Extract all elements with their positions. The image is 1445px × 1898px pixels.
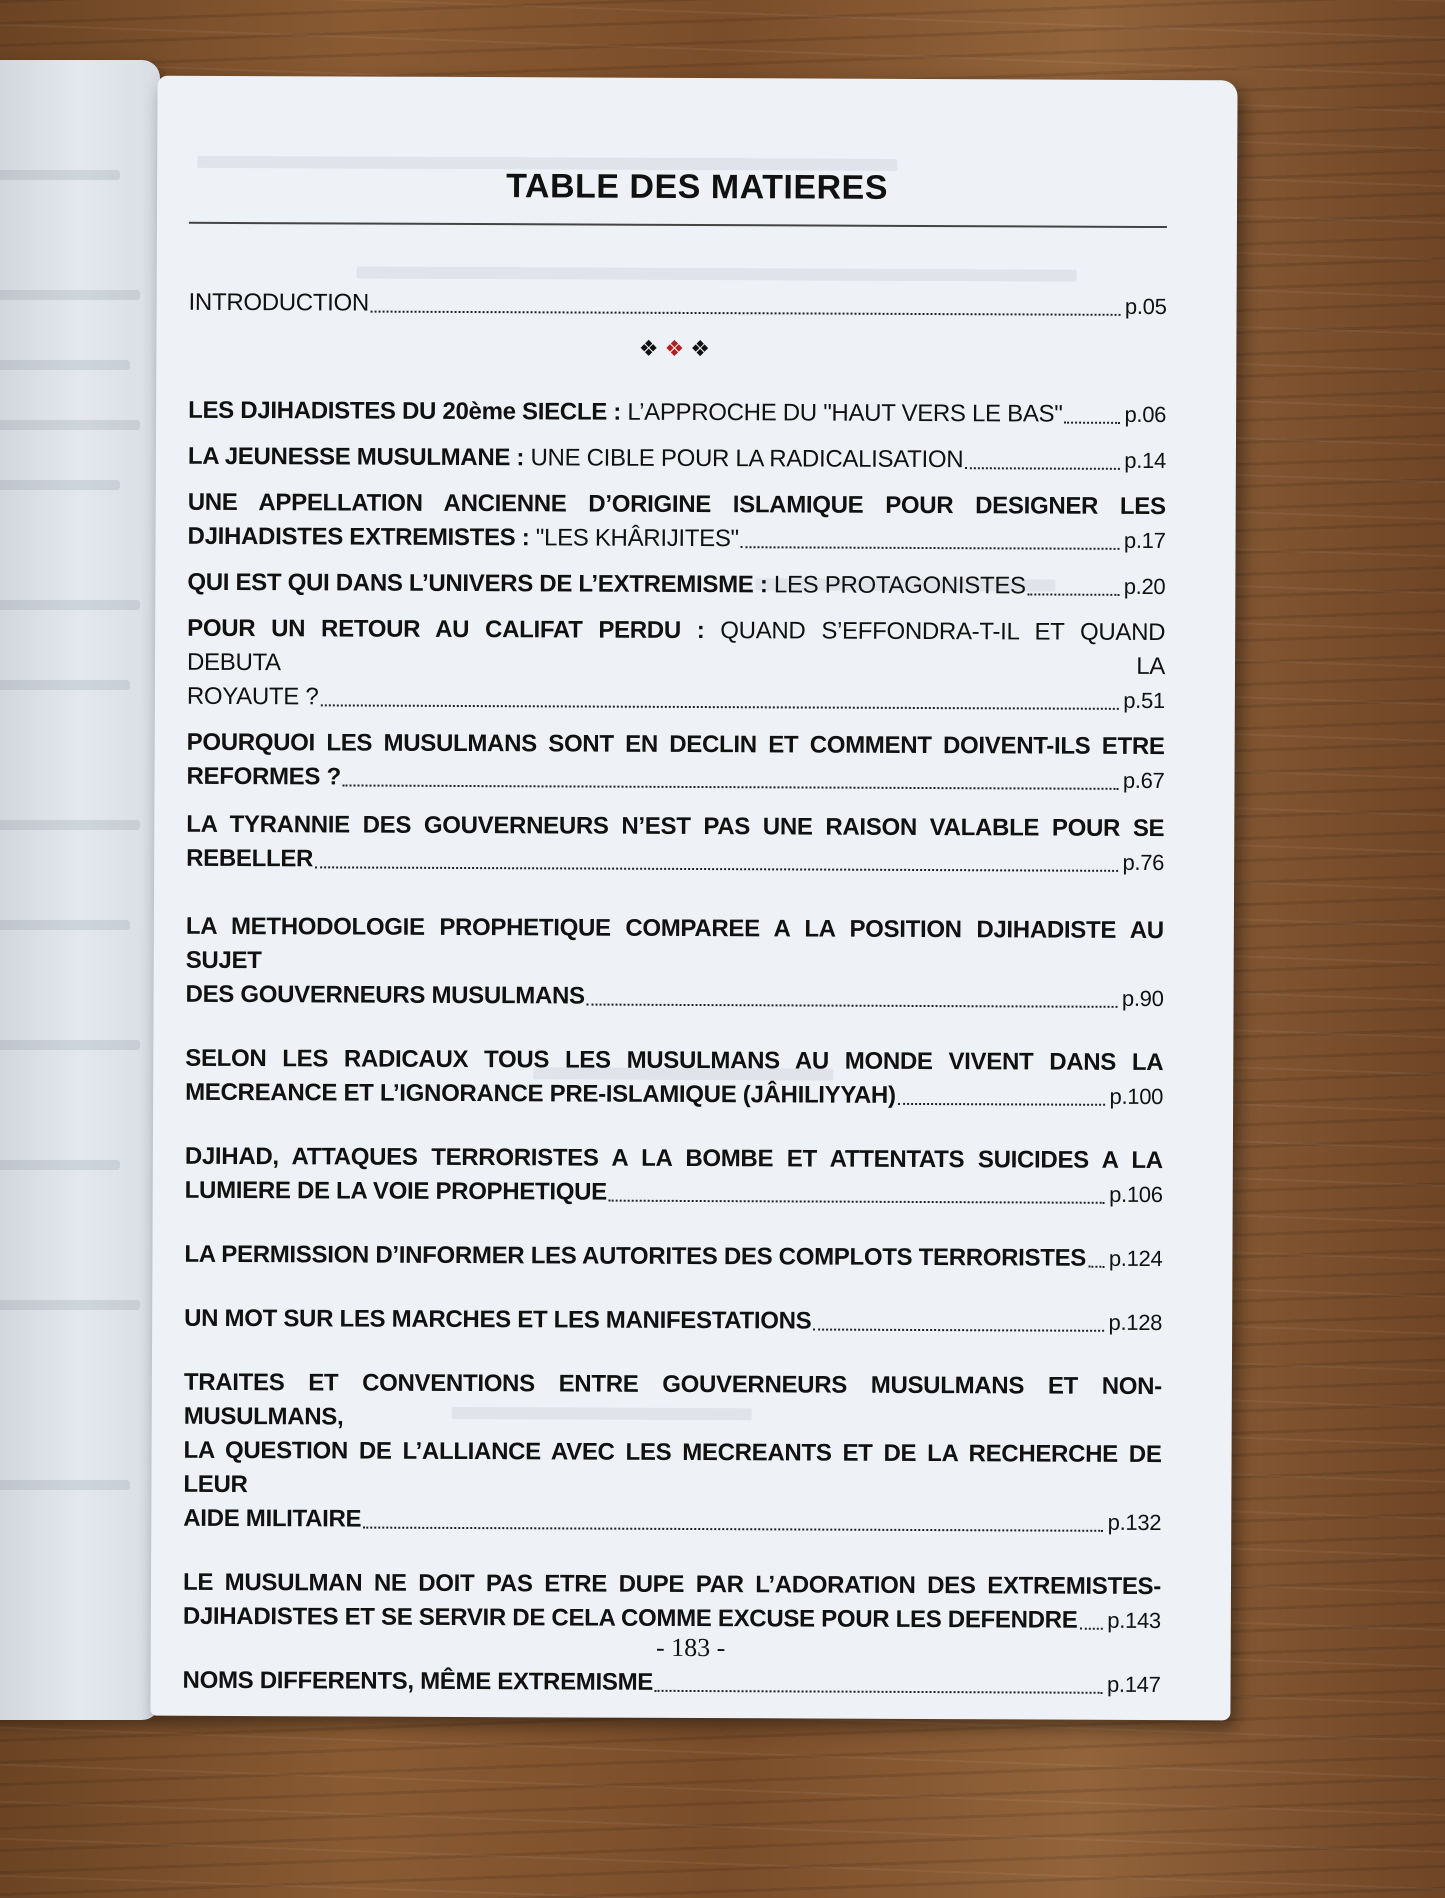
title-underline xyxy=(189,222,1167,228)
toc-entry-title: DJIHAD, ATTAQUES TERRORISTES A LA BOMBE ET ATTENTATS SUICIDES A LA xyxy=(184,1142,1163,1175)
toc-entry-subtitle: L’APPROCHE DU "HAUT VERS LE BAS" xyxy=(627,398,1063,428)
bleed-through-text xyxy=(0,680,130,690)
toc-entry[interactable] xyxy=(187,566,1165,604)
toc-page-number: p.132 xyxy=(1107,1509,1162,1536)
bleed-through-text xyxy=(357,267,1077,282)
dot-leader xyxy=(813,1329,1104,1332)
bleed-through-text xyxy=(0,480,120,490)
toc-page-number: p.76 xyxy=(1122,849,1165,876)
dot-leader xyxy=(363,1527,1103,1532)
bleed-through-text xyxy=(0,360,130,370)
dot-leader xyxy=(655,1690,1103,1694)
dot-leader xyxy=(371,311,1121,316)
toc-page-number: p.90 xyxy=(1121,985,1164,1012)
dot-leader xyxy=(315,866,1118,872)
toc-entry-title: LES DJIHADISTES DU 20ème SIECLE : xyxy=(188,396,622,426)
toc-entry-title: LA PERMISSION D’INFORMER LES AUTORITES DES COMPLOTS TERRORISTES xyxy=(184,1240,1087,1272)
dot-leader xyxy=(609,1200,1105,1204)
dot-leader xyxy=(1028,593,1120,595)
bleed-through-text xyxy=(0,290,140,300)
toc-entry-title: QUI EST QUI DANS L’UNIVERS DE L’EXTREMISME : xyxy=(187,568,768,599)
toc-page-number: p.106 xyxy=(1109,1181,1163,1208)
toc-page-number: p.05 xyxy=(1124,293,1167,320)
toc-entry-subtitle: LES PROTAGONISTES xyxy=(773,571,1026,600)
dot-leader xyxy=(587,1004,1118,1008)
toc-entry[interactable] xyxy=(186,726,1164,798)
toc-entry-subtitle: UNE CIBLE POUR LA RADICALISATION xyxy=(530,444,964,474)
toc-page-number: p.147 xyxy=(1106,1671,1161,1698)
toc-entry[interactable] xyxy=(185,1140,1163,1212)
toc-page-number: p.67 xyxy=(1122,767,1165,794)
section-ornament xyxy=(188,334,1166,364)
toc-entry-title: SELON LES RADICAUX TOUS LES MUSULMANS AU MONDE VIVENT DANS LA xyxy=(185,1044,1164,1077)
toc-entry[interactable] xyxy=(184,1238,1162,1276)
toc-entry-title: UNE APPELLATION ANCIENNE D’ORIGINE ISLAMIQUE POUR DESIGNER LES xyxy=(187,488,1166,521)
toc-entry-introduction[interactable] xyxy=(189,286,1167,324)
toc-entry-title: MECREANCE ET L’IGNORANCE PRE-ISLAMIQUE (JÂHILIYYAH) xyxy=(185,1078,896,1109)
toc-entry[interactable] xyxy=(183,1664,1161,1702)
bleed-through-text xyxy=(0,1480,130,1490)
diamond-ornament-icon: ❖ xyxy=(638,335,665,361)
toc-entry-title: LA JEUNESSE MUSULMANE : xyxy=(187,442,525,472)
toc-page-number: p.128 xyxy=(1108,1309,1163,1336)
toc-page-number: p.124 xyxy=(1108,1245,1163,1272)
toc-page-number: p.51 xyxy=(1123,687,1165,714)
dot-leader xyxy=(320,704,1119,709)
book-page xyxy=(150,76,1237,1721)
toc-page-number: p.100 xyxy=(1109,1083,1164,1110)
diamond-ornament-icon: ❖ xyxy=(664,335,691,361)
toc-entry[interactable] xyxy=(185,910,1163,1016)
dot-leader xyxy=(898,1103,1106,1106)
toc-entry[interactable] xyxy=(187,486,1165,558)
bleed-through-text xyxy=(0,600,140,610)
facing-page xyxy=(0,60,160,1720)
bleed-through-text xyxy=(0,1160,120,1170)
toc-entry[interactable] xyxy=(186,808,1164,880)
toc-entry-title: NOMS DIFFERENTS, MÊME EXTREMISME xyxy=(182,1666,654,1696)
toc-entry-title: LUMIERE DE LA VOIE PROPHETIQUE xyxy=(184,1176,607,1206)
toc-entry-title: POUR UN RETOUR AU CALIFAT PERDU : xyxy=(187,614,705,645)
toc-page-number: p.06 xyxy=(1124,401,1167,428)
toc-entry-title: POURQUOI LES MUSULMANS SONT EN DECLIN ET COMMENT DOIVENT-ILS ETRE xyxy=(186,728,1165,761)
toc-entry[interactable] xyxy=(188,440,1166,478)
toc-page-number: p.17 xyxy=(1123,527,1166,554)
toc-entry-title: UN MOT SUR LES MARCHES ET LES MANIFESTATIONS xyxy=(184,1304,812,1335)
toc-entry[interactable] xyxy=(183,1366,1162,1540)
bleed-through-text xyxy=(0,920,130,930)
toc-entry-title: REFORMES ? xyxy=(186,762,341,791)
toc-entry-title: LA TYRANNIE DES GOUVERNEURS N’EST PAS UNE RAISON VALABLE POUR SE xyxy=(186,810,1165,843)
toc-entry-title: INTRODUCTION xyxy=(188,288,370,317)
toc-entry-title: LA METHODOLOGIE PROPHETIQUE COMPAREE A LA POSITION DJIHADISTE AU SUJET xyxy=(185,912,1164,975)
bleed-through-text xyxy=(0,1300,140,1310)
toc-entry-title: REBELLER xyxy=(186,844,314,873)
toc-entry-title: DES GOUVERNEURS MUSULMANS xyxy=(185,980,585,1010)
dot-leader xyxy=(965,467,1120,470)
toc-entry-title: DJIHADISTES EXTREMISTES : xyxy=(187,522,530,552)
toc-entry[interactable] xyxy=(188,394,1166,432)
diamond-ornament-icon: ❖ xyxy=(690,335,717,362)
toc-page-number: p.14 xyxy=(1124,447,1166,474)
bleed-through-text xyxy=(0,420,140,430)
page-title: TABLE DES MATIERES xyxy=(506,167,889,207)
dot-leader xyxy=(1088,1266,1105,1268)
toc-entry[interactable] xyxy=(184,1302,1162,1340)
toc-entry[interactable] xyxy=(185,1042,1163,1114)
toc-entry-subtitle: ROYAUTE ? xyxy=(186,682,319,711)
dot-leader xyxy=(1079,1628,1103,1630)
toc-page-number: p.20 xyxy=(1123,573,1166,600)
toc-entry-title: LA QUESTION DE L’ALLIANCE AVEC LES MECREANTS ET DE LA RECHERCHE DE LEUR xyxy=(183,1436,1162,1499)
page-number: - 183 - xyxy=(655,1632,726,1663)
bleed-through-text xyxy=(0,1040,140,1050)
toc-page-number: p.143 xyxy=(1107,1607,1161,1634)
dot-leader xyxy=(343,784,1119,789)
table-of-contents xyxy=(183,286,1167,1702)
bleed-through-text xyxy=(0,170,120,180)
toc-entry-title: DJIHADISTES ET SE SERVIR DE CELA COMME EXCUSE POUR LES DEFENDRE xyxy=(182,1602,1078,1634)
bleed-through-text xyxy=(0,820,140,830)
toc-entry-title: AIDE MILITAIRE xyxy=(183,1504,362,1533)
toc-entry-subtitle: "LES KHÂRIJITES" xyxy=(535,524,739,553)
toc-entry-title: LE MUSULMAN NE DOIT PAS ETRE DUPE PAR L’ADORATION DES EXTREMISTES- xyxy=(182,1568,1162,1601)
dot-leader xyxy=(741,546,1120,550)
toc-entry-subtitle: QUAND S’EFFONDRA-T-IL ET QUAND DEBUTA LA xyxy=(186,617,1166,681)
toc-entry-title: TRAITES ET CONVENTIONS ENTRE GOUVERNEURS MUSULMANS ET NON-MUSULMANS, xyxy=(183,1368,1162,1431)
toc-entry[interactable] xyxy=(183,1566,1161,1638)
toc-entry[interactable] xyxy=(187,612,1165,718)
dot-leader xyxy=(1064,422,1120,424)
